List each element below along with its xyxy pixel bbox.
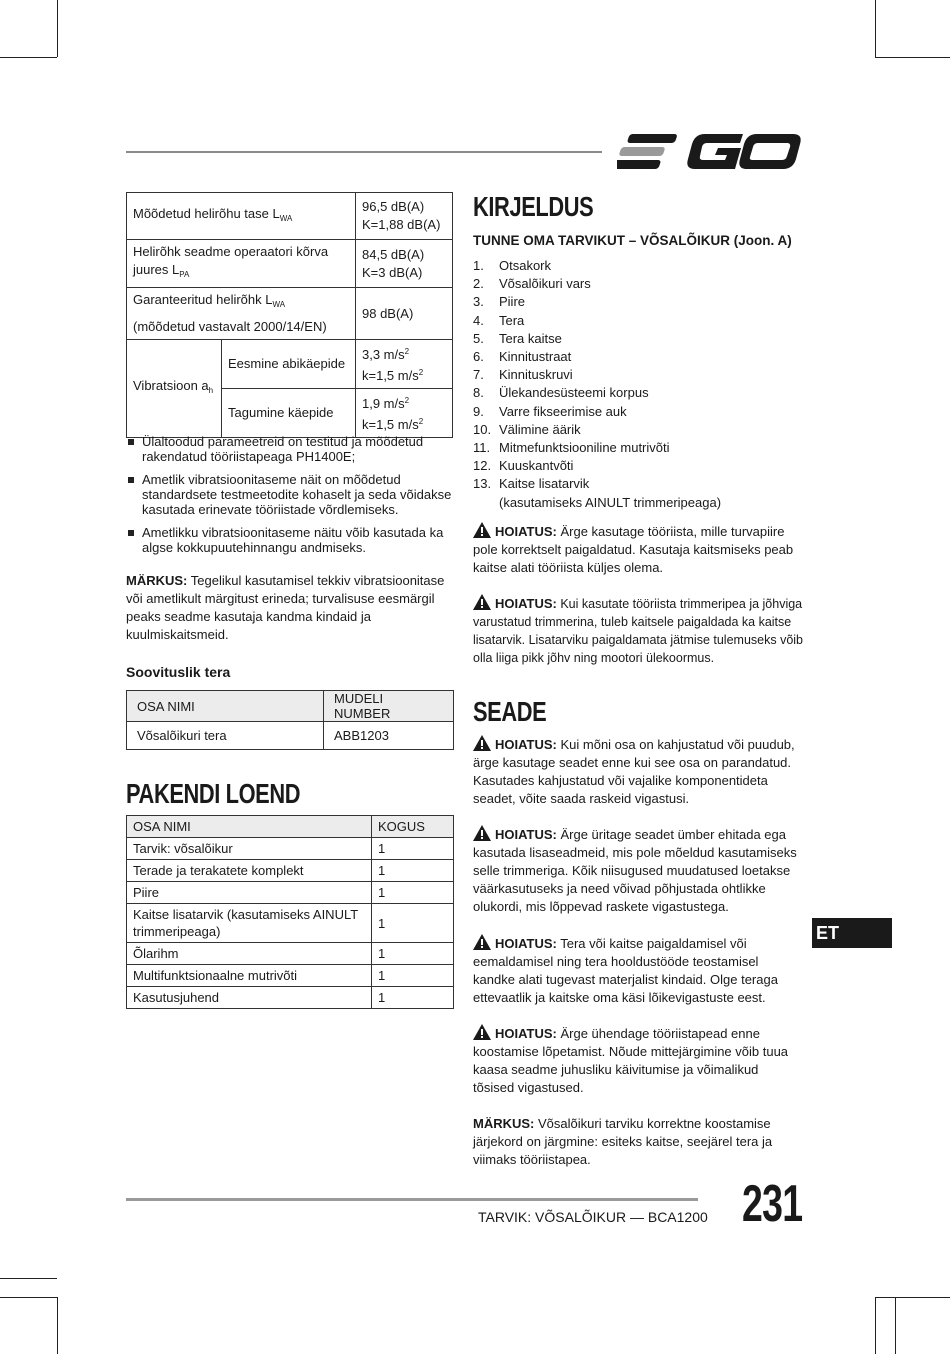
crop-mark xyxy=(0,57,57,58)
rear-handle-value: 1,9 $m/s^2$ k=1,5 $m/s^2$ xyxy=(356,389,453,438)
parts-list xyxy=(473,257,803,512)
list-item: Ülaltoodud parameetreid on testitud ja mõõdetud rakendatud tööriistapeaga PH1400E; xyxy=(126,434,456,464)
spec-label: Helirõhk seadme operaatori kõrva juures $L_{PA}$ xyxy=(127,240,356,288)
table-cell: Võsalõikuri tera xyxy=(127,722,324,750)
table-cell: 1 xyxy=(372,860,454,882)
table-cell: Piire xyxy=(127,882,372,904)
crop-mark xyxy=(57,0,58,57)
rear-handle-label: Tagumine käepide xyxy=(222,389,356,438)
warning-triangle-icon xyxy=(473,735,491,751)
crop-mark xyxy=(57,1297,58,1354)
warning-triangle-icon xyxy=(473,825,491,841)
recommended-blade-table xyxy=(126,690,454,750)
table-cell: ABB1203 xyxy=(324,722,454,750)
list-item: 6. Kinnitustraat xyxy=(473,349,572,365)
list-item: Ametlikku vibratsioonitaseme näitu võib kasutada ka algse kokkupuutehinnangu andmiseks. xyxy=(126,525,456,555)
table-cell: 1 xyxy=(372,943,454,965)
spec-label: Garanteeritud helirõhk $L_{WA}$ (mõõdetud vastavalt 2000/14/EN) xyxy=(127,288,356,340)
list-item: 12. Kuuskantvõti xyxy=(473,458,574,474)
list-item: 13. Kaitse lisatarvik xyxy=(473,476,590,492)
spec-label: Mõõdetud helirõhu tase $L_{WA}$ xyxy=(127,193,356,240)
page-number: 231 xyxy=(742,1175,803,1233)
crop-mark xyxy=(875,0,876,57)
spec-value: 84,5 dB(A) K=3 dB(A) xyxy=(356,240,453,288)
ego-logo xyxy=(617,130,801,174)
warning-triangle-icon xyxy=(473,934,491,950)
crop-mark xyxy=(875,1297,876,1354)
table-cell: Terade ja terakatete komplekt xyxy=(127,860,372,882)
crop-mark xyxy=(0,1297,57,1298)
warning-guard: HOIATUS: Ärge kasutage tööriista, mille turvapiire pole korrektselt paigaldatud. Kasutaja kaitsmiseks peab kaitse alati tööriista küljes olema. xyxy=(473,524,794,575)
packing-list-table xyxy=(126,815,454,1009)
list-item: 2. Võsalõikuri vars xyxy=(473,276,591,292)
warning-trimmer-head: HOIATUS: Kui kasutate tööriista trimmeripea ja jõhviga varustatud trimmerina, tuleb kaitsele paigaldada ka kaitse lisatarvik. Lisatarviku paigaldamata jätmise tulemuseks võib olla liiga pikk jõhv ning mootori ülekoormus. xyxy=(473,596,804,665)
warning-triangle-icon xyxy=(473,1024,491,1040)
table-cell: 1 xyxy=(372,987,454,1009)
list-item: (kasutamiseks AINULT trimmeripeaga) xyxy=(499,494,722,510)
table-header: MUDELI NUMBER xyxy=(324,691,454,722)
table-row xyxy=(127,860,454,882)
list-item: 9. Varre fikseerimise auk xyxy=(473,403,627,419)
assembly-note: MÄRKUS: Võsalõikuri tarviku korrektne koostamise järjekord on järgmine: esiteks kaitse, seejärel tera ja viimaks tööriistapea. xyxy=(473,1116,773,1167)
spec-value: 96,5 dB(A) K=1,88 dB(A) xyxy=(356,193,453,240)
warning-assembly-4: HOIATUS: Ärge ühendage tööriistapead enne koostamise lõpetamist. Nõude mittejärgimine võib tuua kaasa seadme juhusliku käivitumise ja võimalikud tõsised vigastused. xyxy=(473,1026,789,1095)
description-subtitle: TUNNE OMA TARVIKUT – VÕSALÕIKUR (Joon. A) xyxy=(473,233,792,248)
table-row xyxy=(127,943,454,965)
crop-mark xyxy=(0,1278,57,1279)
footer-text: TARVIK: VÕSALÕIKUR — BCA1200 xyxy=(478,1209,708,1225)
spec-notes-list xyxy=(126,434,456,563)
front-handle-value: 3,3 $m/s^2$ k=1,5 $m/s^2$ xyxy=(356,340,453,389)
list-item: 8. Ülekandesüsteemi korpus xyxy=(473,385,649,401)
table-row xyxy=(127,965,454,987)
list-item: 4. Tera xyxy=(473,312,525,328)
table-cell: 1 xyxy=(372,965,454,987)
table-row xyxy=(127,987,454,1009)
table-header: OSA NIMI xyxy=(127,816,372,838)
table-cell: 1 xyxy=(372,904,454,943)
table-row xyxy=(127,904,454,943)
spec-value: 98 dB(A) xyxy=(356,288,453,340)
footer-rule xyxy=(126,1198,698,1201)
list-item: 10. Välimine äärik xyxy=(473,421,581,437)
table-header: OSA NIMI xyxy=(127,691,324,722)
warning-triangle-icon xyxy=(473,594,491,610)
table-header: KOGUS xyxy=(372,816,454,838)
table-cell: Multifunktsionaalne mutrivõti xyxy=(127,965,372,987)
vibration-note: MÄRKUS: Tegelikul kasutamisel tekkiv vibratsioonitase või ametlikult märgitust erineda; turvalisuse eesmärgil peaks seadme kasutaja kandma kindaid ja kuulmiskaitsmeid. xyxy=(126,573,445,642)
language-tab: ET xyxy=(812,918,892,948)
noise-vibration-table xyxy=(126,192,453,438)
list-item: 1. Otsakork xyxy=(473,258,552,273)
crop-mark xyxy=(875,57,950,58)
warning-triangle-icon xyxy=(473,522,491,538)
table-cell: Tarvik: võsalõikur xyxy=(127,838,372,860)
table-cell: 1 xyxy=(372,838,454,860)
recommended-blade-title: Soovituslik tera xyxy=(126,664,231,680)
crop-mark xyxy=(875,1297,950,1298)
list-item: 7. Kinnituskruvi xyxy=(473,367,573,383)
list-item: 5. Tera kaitse xyxy=(473,330,562,346)
table-row xyxy=(127,838,454,860)
table-cell: Kaitse lisatarvik (kasutamiseks AINULT trimmeripeaga) xyxy=(127,904,372,943)
front-handle-label: Eesmine abikäepide xyxy=(222,340,356,389)
list-item: 3. Piire xyxy=(473,294,526,310)
packing-list-heading: PAKENDI LOEND xyxy=(126,778,301,809)
table-cell: Õlarihm xyxy=(127,943,372,965)
table-cell: Kasutusjuhend xyxy=(127,987,372,1009)
warning-assembly-2: HOIATUS: Ärge üritage seadet ümber ehitada ega kasutada lisaseadmeid, mis pole mõeldud kasutamiseks selle trimmeriga. Kõik niisugused muudatused loetakse väärkasutuseks ja need võivad põhjustada ohtlikke olukordi, mis lõppevad raskete vigastustega. xyxy=(473,827,797,914)
warning-assembly-1: HOIATUS: Kui mõni osa on kahjustatud või puudub, ärge kasutage seadet enne kui see osa on parandatud. Kasutades kahjustatud või vajalike komponentideta seadet, võite saada raskeid vigastusi. xyxy=(473,737,795,806)
list-item: 11. Mitmefunktsiooniline mutrivõti xyxy=(473,440,670,456)
table-cell: 1 xyxy=(372,882,454,904)
vibration-label: Vibratsioon $a_h$ xyxy=(127,340,222,438)
list-item: Ametlik vibratsioonitaseme näit on mõõdetud standardsete testmeetodite kohaselt ja seda võidakse kasutada erinevate tööriistade võrdlemiseks. xyxy=(126,472,456,517)
assembly-heading: SEADE xyxy=(473,696,547,727)
crop-mark xyxy=(895,1297,896,1354)
warning-assembly-3: HOIATUS: Tera või kaitse paigaldamisel või eemaldamisel ning tera hooldustööde teostamisel kandke alati tugevast materjalist kindaid. Olge teraga ettevaatlik ja kaitske oma käsi lõikevigastuste eest. xyxy=(473,936,778,1005)
header-rule xyxy=(126,151,602,153)
table-row xyxy=(127,882,454,904)
description-heading: KIRJELDUS xyxy=(473,191,594,222)
